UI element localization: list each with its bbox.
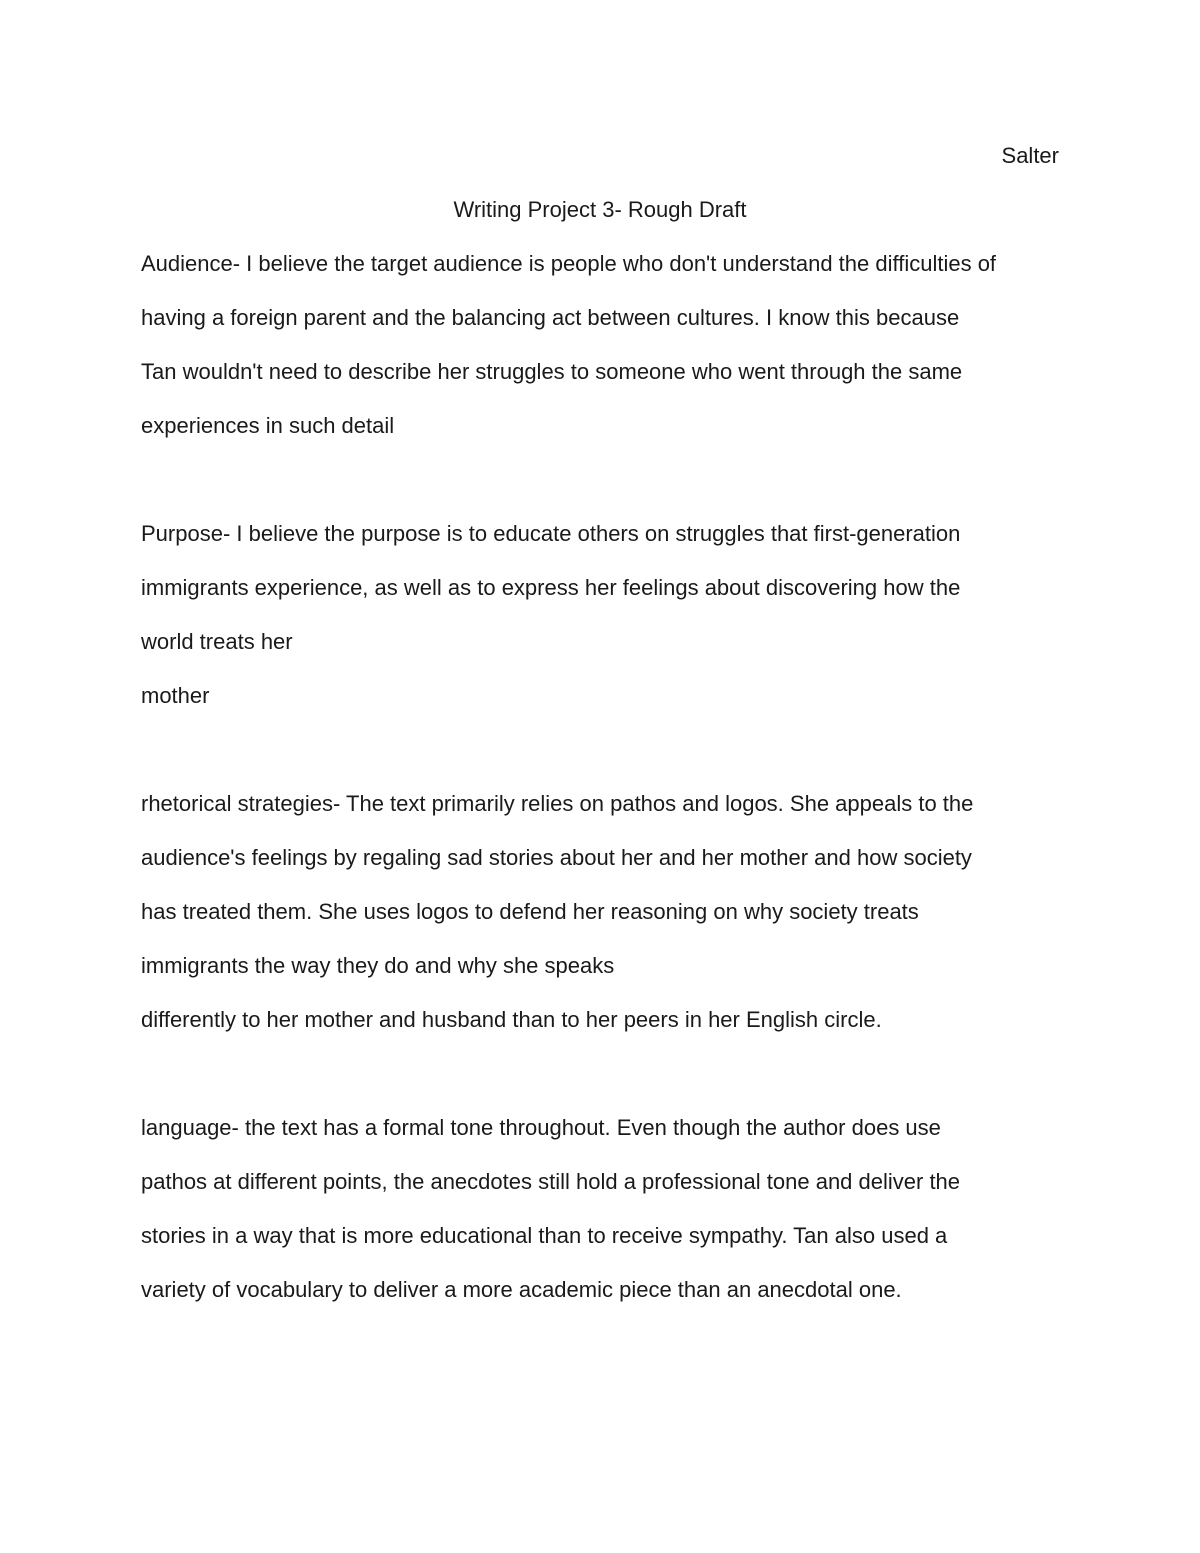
- text-line: having a foreign parent and the balancing act between cultures. I know this because: [141, 305, 960, 330]
- paragraph-language: [141, 1114, 1081, 1330]
- text-line: world treats her: [141, 629, 293, 654]
- text-line: variety of vocabulary to deliver a more academic piece than an anecdotal one.: [141, 1277, 902, 1302]
- paragraph-audience: [141, 250, 1081, 466]
- text-line: audience's feelings by regaling sad stories about her and her mother and how society: [141, 845, 972, 870]
- text-line: differently to her mother and husband than to her peers in her English circle.: [141, 1007, 882, 1032]
- text-line: experiences in such detail: [141, 413, 395, 438]
- text-line: stories in a way that is more educational than to receive sympathy. Tan also used a: [141, 1223, 948, 1248]
- text-line: mother: [141, 683, 210, 708]
- text-line: Purpose- I believe the purpose is to educate others on struggles that first-generation: [141, 521, 961, 546]
- text-line: Audience- I believe the target audience is people who don't understand the difficulties of: [141, 251, 997, 276]
- header-author-name: Salter: [1001, 143, 1059, 168]
- text-line: has treated them. She uses logos to defend her reasoning on why society treats: [141, 899, 919, 924]
- text-line: immigrants experience, as well as to express her feelings about discovering how the: [141, 575, 961, 600]
- text-line: Tan wouldn't need to describe her struggles to someone who went through the same: [141, 359, 963, 384]
- text-line: rhetorical strategies- The text primarily relies on pathos and logos. She appeals to the: [141, 791, 974, 816]
- document-title: Writing Project 3- Rough Draft: [453, 197, 747, 222]
- document-body: [141, 250, 1081, 1330]
- paragraph-spacer: [141, 1060, 1081, 1114]
- paragraph-spacer: [141, 736, 1081, 790]
- paragraph-rhetorical-strategies: [141, 790, 1081, 1060]
- text-line: immigrants the way they do and why she speaks: [141, 953, 615, 978]
- paragraph-spacer: [141, 466, 1081, 520]
- text-line: pathos at different points, the anecdotes still hold a professional tone and deliver the: [141, 1169, 961, 1194]
- text-line: language- the text has a formal tone throughout. Even though the author does use: [141, 1115, 941, 1140]
- paragraph-purpose: [141, 520, 1081, 736]
